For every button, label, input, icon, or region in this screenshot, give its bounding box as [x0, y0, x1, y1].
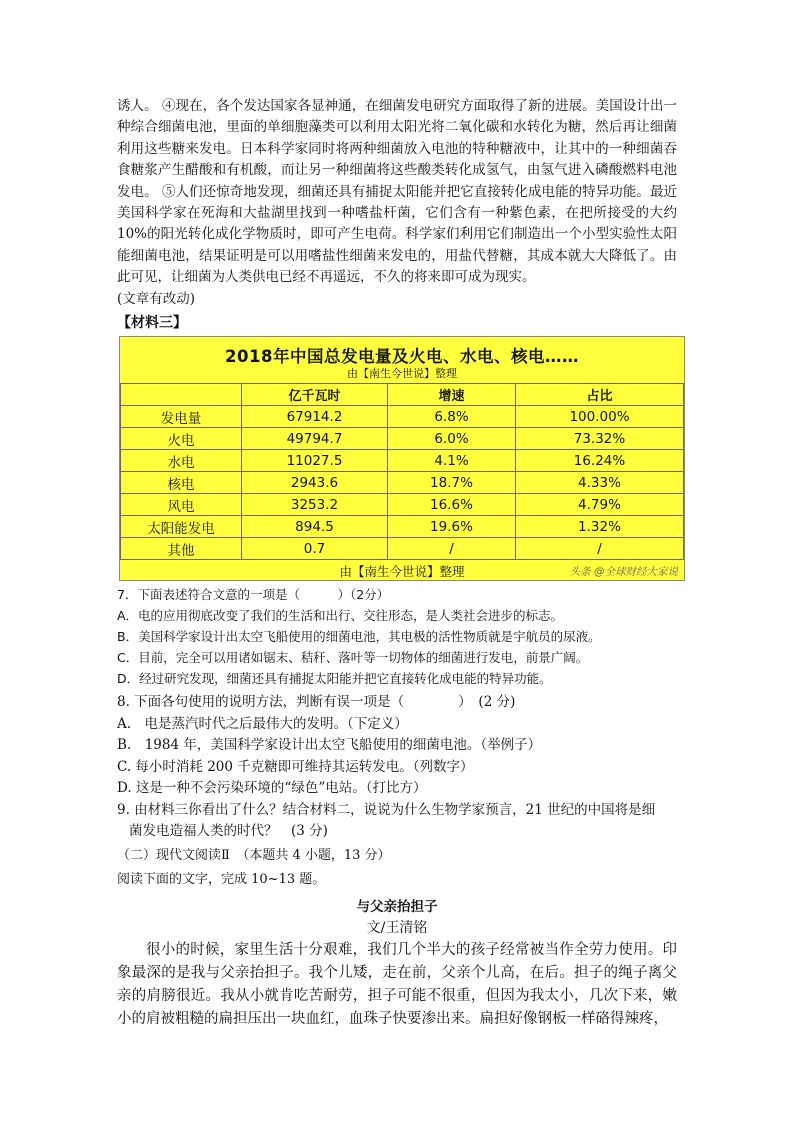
table-cell: 19.6% [388, 516, 516, 538]
table-cell: 火电 [121, 428, 242, 450]
table-cell: 67914.2 [242, 406, 388, 428]
table-cell: 18.7% [388, 472, 516, 494]
table-header-cell: 占比 [516, 384, 684, 406]
question-8 [117, 692, 677, 800]
table-row [121, 472, 684, 494]
table-cell: 6.0% [388, 428, 516, 450]
question-7-stem: 7．下面表述符合文意的一项是（ ）（2分） [117, 587, 390, 603]
table-cell: 49794.7 [242, 428, 388, 450]
table-title: 2018年中国总发电量及火电、水电、核电…… [225, 347, 579, 367]
question-7-option-b: B．美国科学家设计出太空飞船使用的细菌电池，其电极的活性物质就是宇航员的尿液。 [117, 629, 601, 645]
table-row [121, 428, 684, 450]
table-cell: 核电 [121, 472, 242, 494]
document-page [117, 96, 677, 1031]
table-header-cell: 增速 [388, 384, 516, 406]
question-9 [117, 800, 677, 843]
question-7 [117, 584, 677, 689]
table-row [121, 494, 684, 516]
question-8-option-c: C. 每小时消耗 200 千克糖即可维持其运转发电。（列数字） [117, 758, 474, 775]
question-9-line-1: 9. 由材料三你看出了什么？结合材料二，说说为什么生物学家预言，21 世纪的中国将是细 [117, 801, 656, 818]
power-table [120, 383, 684, 560]
table-cell: 1.32% [516, 516, 684, 538]
table-subtitle: 由【南生今世说】整理 [347, 367, 457, 381]
material3-label: 【材料三】 [117, 315, 187, 332]
question-7-option-a: A．电的应用彻底改变了我们的生活和出行、交往形态，是人类社会进步的标志。 [117, 608, 564, 624]
table-header-cell: 亿千瓦时 [242, 384, 388, 406]
question-9-line-2: 菌发电造福人类的时代？ (3 分) [129, 823, 328, 840]
table-cell: 水电 [121, 450, 242, 472]
question-8-option-b: B. 1984 年，美国科学家设计出太空飞船使用的细菌电池。（举例子） [117, 737, 542, 754]
table-cell: 3253.2 [242, 494, 388, 516]
material2-note: (文章有改动) [117, 290, 196, 307]
table-cell: 73.32% [516, 428, 684, 450]
table-cell: / [388, 538, 516, 560]
table-row [121, 406, 684, 428]
table-cell: 0.7 [242, 538, 388, 560]
section-instruction: 阅读下面的文字，完成 10~13 题。 [117, 871, 326, 887]
section-heading: （二）现代文阅读Ⅱ （本题共 4 小题，13 分） [117, 847, 391, 863]
table-footer [120, 560, 684, 580]
watermark-text: 头条 @全球财经大家说 [569, 566, 678, 579]
question-8-stem: 8. 下面各句使用的说明方法，判断有误一项是（ ） (2 分) [117, 694, 516, 711]
table-cell: 2943.6 [242, 472, 388, 494]
power-table-figure [119, 336, 685, 581]
table-cell: 11027.5 [242, 450, 388, 472]
table-cell: 4.33% [516, 472, 684, 494]
table-cell: 其他 [121, 538, 242, 560]
table-header-cell [121, 384, 242, 406]
table-cell: 894.5 [242, 516, 388, 538]
article-body: 很小的时候，家里生活十分艰难，我们几个半大的孩子经常被当作全劳力使用。印象最深的是我与父亲抬担子。我个儿矮，走在前，父亲个儿高，在后。担子的绳子离父亲的肩膀很近。我从小就肯吃苦耐劳，担子可能不很重，但因为我太小，几次下来，嫩小的肩被粗糙的扁担压出一块血红，血珠子快要渗出来。扁担好像钢板一样硌得辣疼， [117, 941, 677, 1027]
question-8-option-d: D. 这是一种不会污染环境的“绿色”电站。（打比方） [117, 780, 427, 797]
question-8-option-a: A. 电是蒸汽时代之后最伟大的发明。（下定义） [117, 715, 408, 732]
table-cell: 100.00% [516, 406, 684, 428]
table-cell: 4.79% [516, 494, 684, 516]
table-cell: 4.1% [388, 450, 516, 472]
article-title: 与父亲抬担子 [356, 898, 438, 915]
question-7-option-c: C．目前，完全可以用诸如锯末、秸秆、落叶等一切物体的细菌进行发电，前景广阔。 [117, 650, 589, 666]
table-cell: 6.8% [388, 406, 516, 428]
table-cell: / [516, 538, 684, 560]
table-footer-text: 由【南生今世说】整理 [339, 564, 465, 580]
table-row [121, 538, 684, 560]
table-cell: 发电量 [121, 406, 242, 428]
table-cell: 16.24% [516, 450, 684, 472]
question-7-option-d: D．经过研究发现，细菌还具有捕捉太阳能并把它直接转化成电能的特异功能。 [117, 671, 552, 687]
table-cell: 16.6% [388, 494, 516, 516]
table-header-row [121, 384, 684, 406]
table-cell: 风电 [121, 494, 242, 516]
table-row [121, 450, 684, 472]
table-row [121, 516, 684, 538]
article-author: 文/王清铭 [366, 919, 428, 936]
table-cell: 太阳能发电 [121, 516, 242, 538]
material2-paragraph: 诱人。 ④现在，各个发达国家各显神通，在细菌发电研究方面取得了新的进展。美国设计出一种综合细菌电池，里面的单细胞藻类可以利用太阳光将二氧化碳和水转化为糖，然后再让细菌利用这些糖来发电。日本科学家同时将两种细菌放入电池的特种糖液中，让其中的一种细菌吞食糖浆产生醋酸和有机酸，而让另一种细菌将这些酸类转化成氢气，由氢气进入磷酸燃料电池发电。 ⑤人们还惊奇地发现，细菌还具有捕捉太阳能并把它直接转化成电能的特异功能。最近美国科学家在死海和大盐湖里找到一种嗜盐杆菌，它们含有一种紫色素，在把所接受的大约 10%的阳光转化成化学物质时，即可产生电荷。科学家们利用它们制造出一个小型实验性太阳能细菌电池，结果证明是可以用嗜盐性细菌来发电的，用盐代替糖，其成本就大大降低了。由此可见，让细菌为人类供电已经不再遥远，不久的将来即可成为现实。 [117, 98, 677, 286]
